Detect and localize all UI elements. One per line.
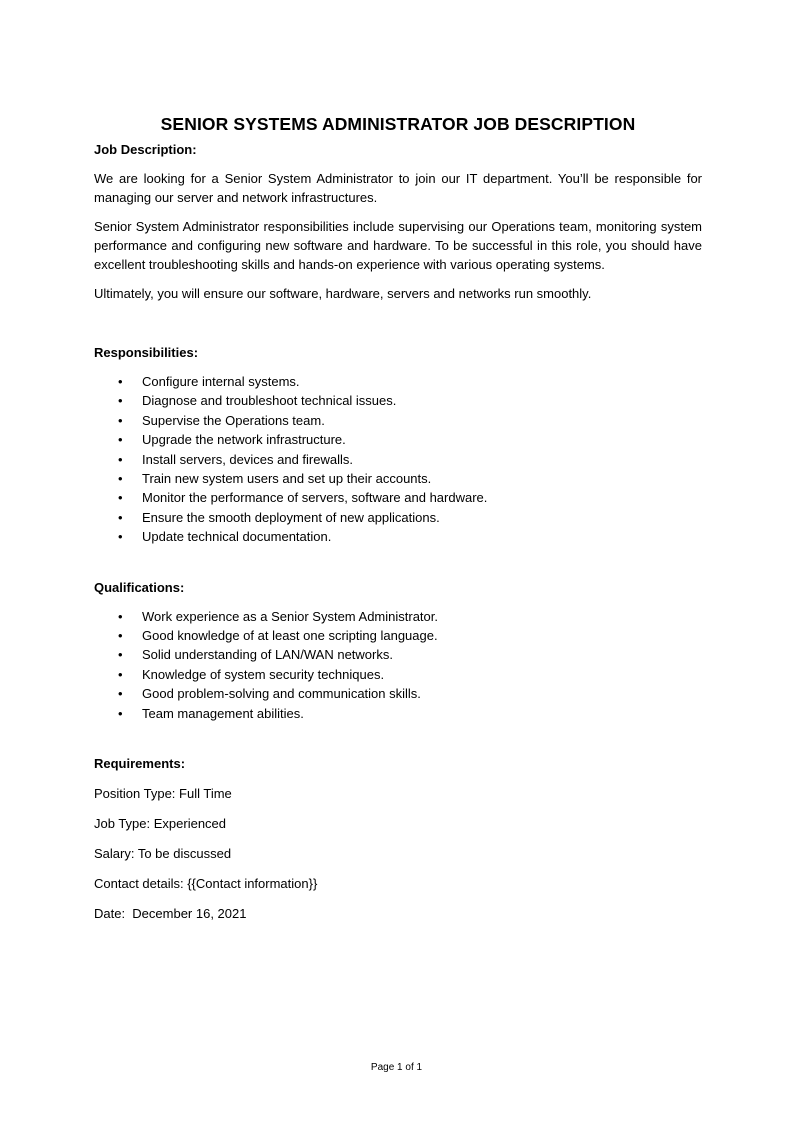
qualifications-section — [94, 578, 702, 723]
list-item-text: Supervise the Operations team. — [142, 412, 325, 428]
job-description-paragraph: Senior System Administrator responsibilities include supervising our Operations team, monitoring system performance and configuring new software and hardware. To be successful in this role, you should have excellent troubleshooting skills and hands-on experience with various operating systems. — [94, 219, 702, 272]
bullet-icon: • — [118, 529, 123, 545]
bullet-icon: • — [118, 490, 123, 506]
page-footer: Page 1 of 1 — [370, 1062, 423, 1073]
bullet-icon: • — [118, 686, 123, 702]
list-item — [94, 450, 702, 469]
list-item-text: Ensure the smooth deployment of new applications. — [142, 509, 440, 525]
list-item-text: Knowledge of system security techniques. — [142, 666, 385, 682]
responsibilities-section — [94, 343, 702, 547]
list-item — [94, 665, 702, 684]
requirements-heading: Requirements: — [94, 756, 186, 772]
document-title: SENIOR SYSTEMS ADMINISTRATOR JOB DESCRIPTION — [160, 114, 636, 134]
bullet-icon: • — [118, 509, 123, 525]
job-description-paragraph: Ultimately, you will ensure our software, hardware, servers and networks run smoothly. — [94, 286, 592, 301]
bullet-icon: • — [118, 705, 123, 721]
list-item — [94, 430, 702, 449]
bullet-icon: • — [118, 628, 123, 644]
job-description-paragraph: We are looking for a Senior System Administrator to join our IT department. You’ll be responsible for managing our server and network infrastructures. — [94, 171, 702, 205]
qualifications-list — [94, 607, 702, 723]
list-item — [94, 488, 702, 507]
list-item — [94, 626, 702, 645]
list-item — [94, 411, 702, 430]
contact-details-line: Contact details: {{Contact information}} — [94, 876, 318, 892]
list-item-text: Diagnose and troubleshoot technical issues. — [142, 393, 397, 409]
bullet-icon: • — [118, 432, 123, 448]
bullet-icon: • — [118, 608, 123, 624]
list-item-text: Upgrade the network infrastructure. — [142, 432, 346, 448]
bullet-icon: • — [118, 412, 123, 428]
list-item — [94, 645, 702, 664]
list-item — [94, 391, 702, 410]
bullet-icon: • — [118, 451, 123, 467]
list-item — [94, 607, 702, 626]
bullet-icon: • — [118, 374, 123, 389]
list-item — [94, 508, 702, 527]
document-body — [94, 112, 702, 923]
list-item — [94, 527, 702, 546]
list-item-text: Configure internal systems. — [142, 374, 300, 389]
list-item-text: Work experience as a Senior System Administrator. — [142, 608, 438, 624]
salary-line: Salary: To be discussed — [94, 846, 232, 862]
position-type-line: Position Type: Full Time — [94, 786, 232, 802]
bullet-icon: • — [118, 666, 123, 682]
list-item-text: Monitor the performance of servers, software and hardware. — [142, 490, 488, 506]
list-item-text: Good problem-solving and communication skills. — [142, 686, 421, 702]
bullet-icon: • — [118, 647, 123, 663]
date-line: Date: December 16, 2021 — [94, 906, 247, 922]
list-item-text: Team management abilities. — [142, 705, 304, 721]
list-item — [94, 469, 702, 488]
requirements-section — [94, 754, 702, 923]
bullet-icon: • — [118, 471, 123, 487]
job-description-section — [94, 140, 702, 303]
job-type-line: Job Type: Experienced — [94, 816, 227, 832]
job-description-heading: Job Description: — [94, 142, 197, 157]
list-item-text: Good knowledge of at least one scripting language. — [142, 628, 438, 644]
list-item-text: Update technical documentation. — [142, 529, 332, 545]
list-item-text: Train new system users and set up their accounts. — [142, 471, 432, 487]
responsibilities-list — [94, 372, 702, 547]
list-item — [94, 704, 702, 723]
qualifications-heading: Qualifications: — [94, 579, 185, 595]
responsibilities-heading: Responsibilities: — [94, 345, 199, 360]
list-item-text: Solid understanding of LAN/WAN networks. — [142, 647, 393, 663]
list-item — [94, 372, 702, 391]
list-item-text: Install servers, devices and firewalls. — [142, 451, 353, 467]
list-item — [94, 684, 702, 703]
bullet-icon: • — [118, 393, 123, 409]
